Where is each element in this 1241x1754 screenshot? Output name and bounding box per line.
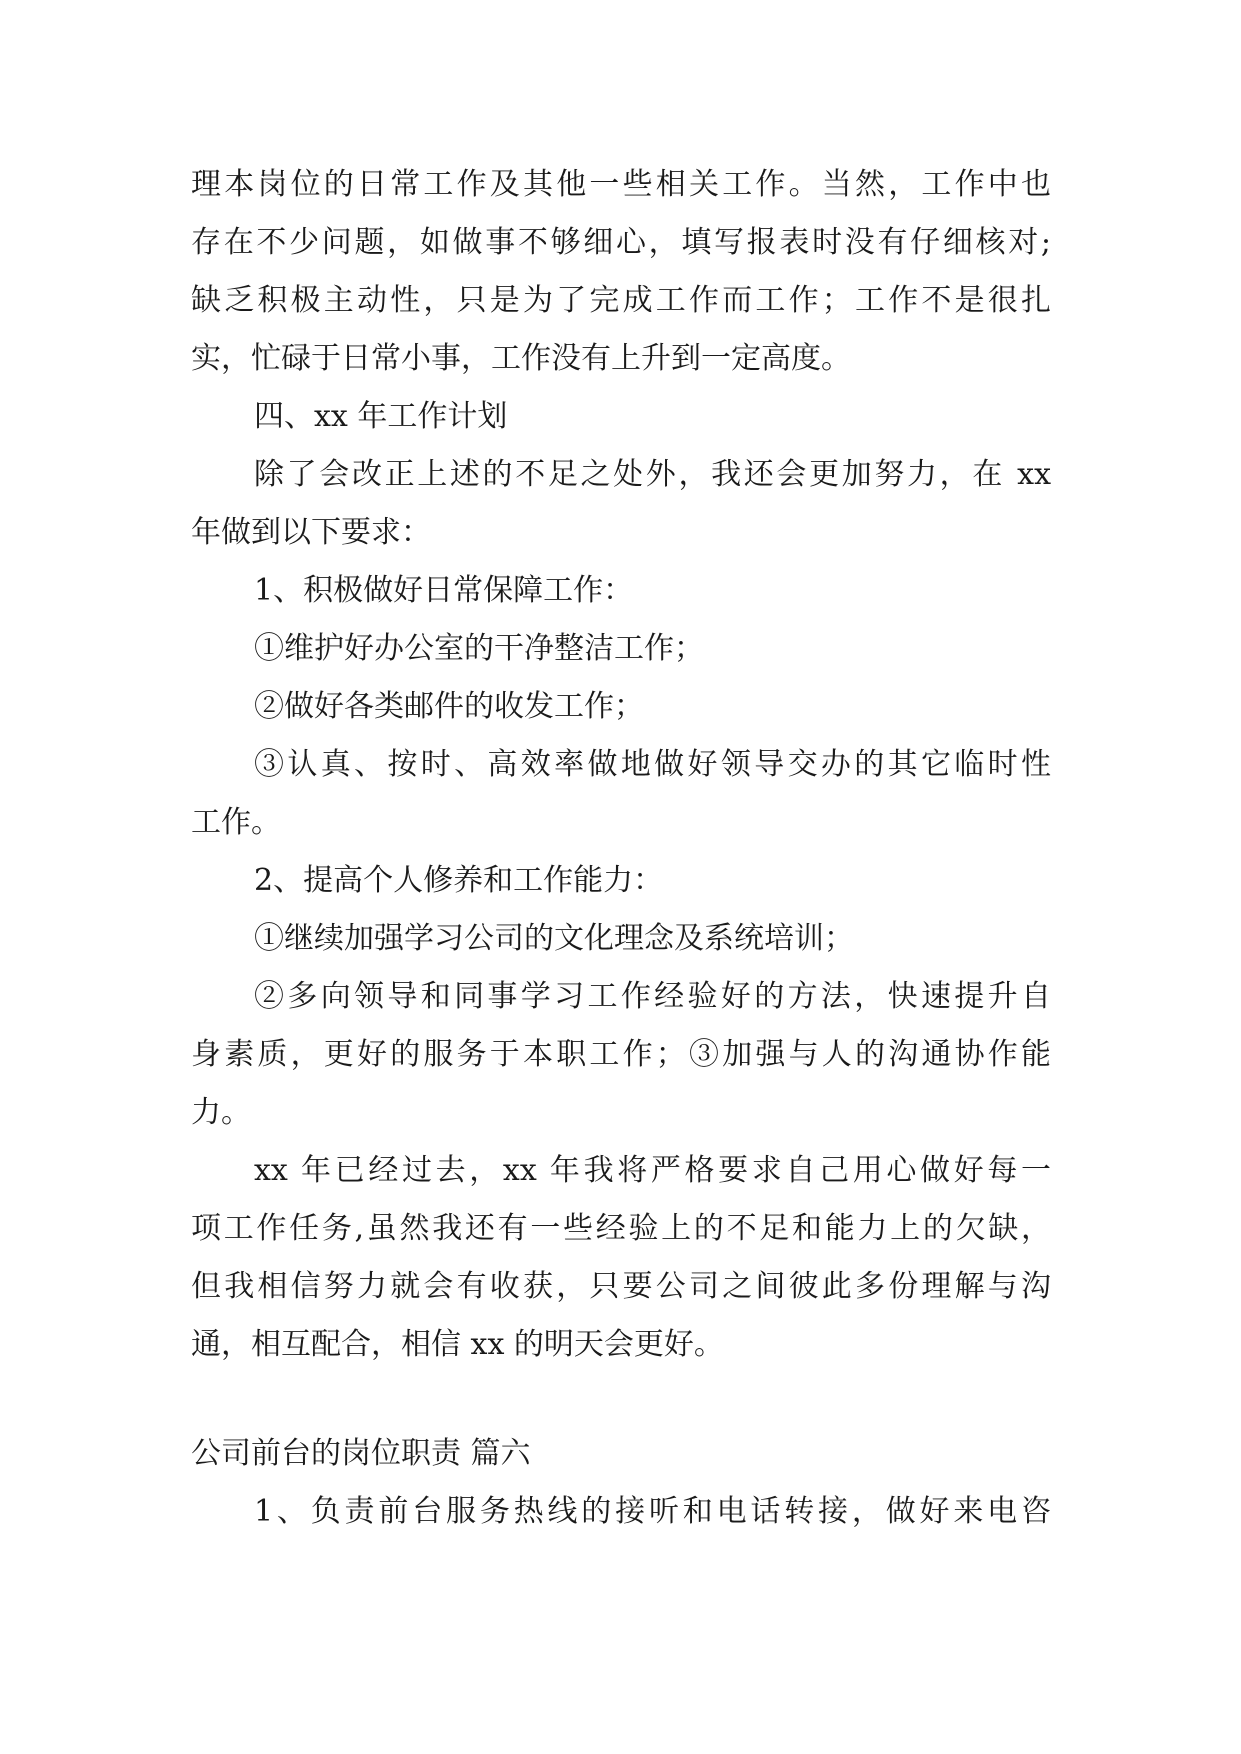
list-item-heading: 2、提高个人修养和工作能力：: [254, 863, 664, 898]
paragraph-line: 年做到以下要求：: [191, 515, 431, 550]
paragraph-line: 项工作任务,虽然我还有一些经验上的不足和能力上的欠缺，: [191, 1211, 1051, 1246]
list-item-continuation: 力。: [191, 1095, 251, 1130]
paragraph-line: 除了会改正上述的不足之处外，我还会更加努力，在 xx: [254, 457, 1051, 492]
section-title: 公司前台的岗位职责 篇六: [191, 1436, 531, 1471]
paragraph-line: xx 年已经过去，xx 年我将严格要求自己用心做好每一: [254, 1153, 1051, 1188]
list-item-continuation: 身素质，更好的服务于本职工作；③加强与人的沟通协作能: [191, 1037, 1051, 1072]
list-item-continuation: 工作。: [191, 805, 281, 840]
list-item: ②做好各类邮件的收发工作；: [254, 689, 644, 724]
paragraph-line: 理本岗位的日常工作及其他一些相关工作。当然，工作中也: [191, 167, 1051, 202]
paragraph-line: 1、负责前台服务热线的接听和电话转接，做好来电咨: [254, 1494, 1051, 1529]
list-item: ①维护好办公室的干净整洁工作；: [254, 631, 704, 666]
list-item: ②多向领导和同事学习工作经验好的方法，快速提升自: [254, 979, 1051, 1014]
list-item: ①继续加强学习公司的文化理念及系统培训；: [254, 921, 854, 956]
paragraph-line: 实，忙碌于日常小事，工作没有上升到一定高度。: [191, 341, 851, 376]
paragraph-line: 通，相互配合，相信 xx 的明天会更好。: [191, 1327, 724, 1362]
list-item-heading: 1、积极做好日常保障工作：: [254, 573, 634, 608]
list-item: ③认真、按时、高效率做地做好领导交办的其它临时性: [254, 747, 1051, 782]
paragraph-line: 缺乏积极主动性，只是为了完成工作而工作；工作不是很扎: [191, 283, 1051, 318]
paragraph-line: 存在不少问题，如做事不够细心，填写报表时没有仔细核对;: [191, 225, 1051, 260]
section-heading: 四、xx 年工作计划: [254, 399, 508, 434]
paragraph-line: 但我相信努力就会有收获，只要公司之间彼此多份理解与沟: [191, 1269, 1051, 1304]
